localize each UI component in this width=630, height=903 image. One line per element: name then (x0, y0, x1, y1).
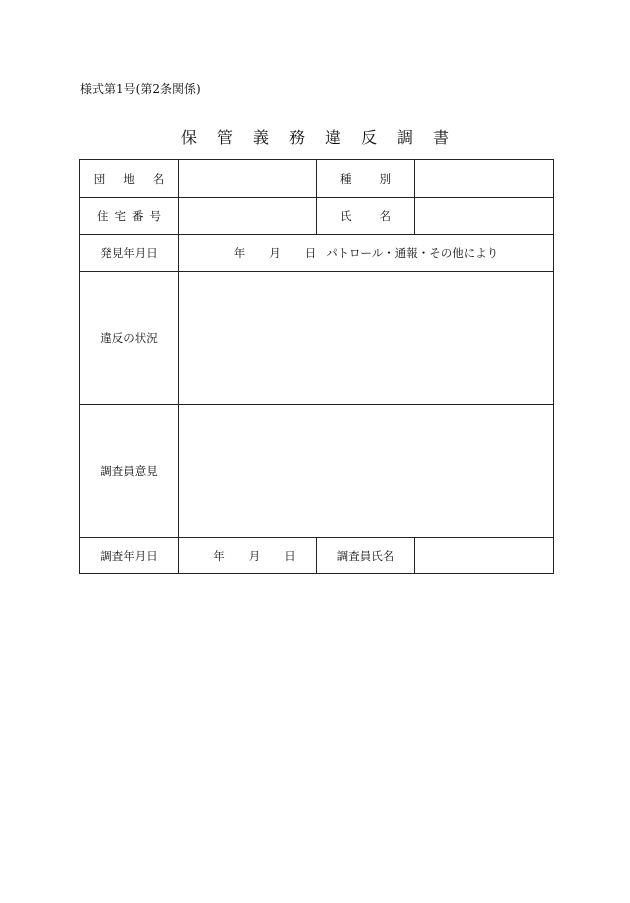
title-char: 義 (252, 128, 269, 147)
title-char: 保 (180, 128, 197, 147)
hakken-year: 年 (233, 246, 246, 260)
hakken-month: 月 (269, 246, 281, 260)
title-char: 調 (397, 128, 414, 147)
form-number: 様式第1号(第2条関係) (80, 82, 201, 96)
field-danchi-name[interactable] (179, 160, 317, 198)
label-shubetsu: 種 別 (317, 160, 415, 198)
label-chosa-date: 調査年月日 (80, 538, 179, 574)
field-ihan-status[interactable] (179, 272, 554, 405)
field-shimei[interactable] (415, 198, 554, 235)
label-shimei: 氏 名 (317, 198, 415, 235)
title-char: 務 (288, 128, 305, 147)
label-jutaku-number: 住 宅 番 号 (80, 198, 179, 235)
hakken-method: パトロール・通報・その他により (326, 246, 499, 260)
field-chosa-date[interactable] (179, 538, 317, 574)
row-danchi (80, 160, 554, 198)
title-char: 違 (325, 128, 342, 147)
row-ihan (80, 272, 554, 405)
field-jutaku-number[interactable] (179, 198, 317, 235)
label-ihan-status: 違反の状況 (80, 272, 179, 405)
title-char: 管 (216, 128, 233, 147)
label-chosain-name: 調査員氏名 (317, 538, 415, 574)
row-jutaku (80, 198, 554, 235)
chosa-day: 日 (284, 548, 296, 563)
title-char: 書 (433, 128, 450, 147)
row-hakken (80, 235, 554, 272)
label-danchi-name: 団 地 名 (80, 160, 179, 198)
violation-report-table (79, 159, 554, 574)
hakken-day: 日 (304, 246, 317, 260)
title-char: 反 (361, 128, 378, 147)
chosa-month: 月 (248, 548, 261, 563)
row-iken (80, 405, 554, 538)
document-title (0, 125, 630, 148)
row-chosa (80, 538, 554, 574)
field-hakken[interactable] (179, 235, 554, 272)
field-chosain-opinion[interactable] (179, 405, 554, 538)
label-hakken-date: 発見年月日 (80, 235, 179, 272)
field-chosain-name[interactable] (415, 538, 554, 574)
field-shubetsu[interactable] (415, 160, 554, 198)
chosa-year: 年 (213, 548, 225, 563)
label-chosain-opinion: 調査員意見 (80, 405, 179, 538)
